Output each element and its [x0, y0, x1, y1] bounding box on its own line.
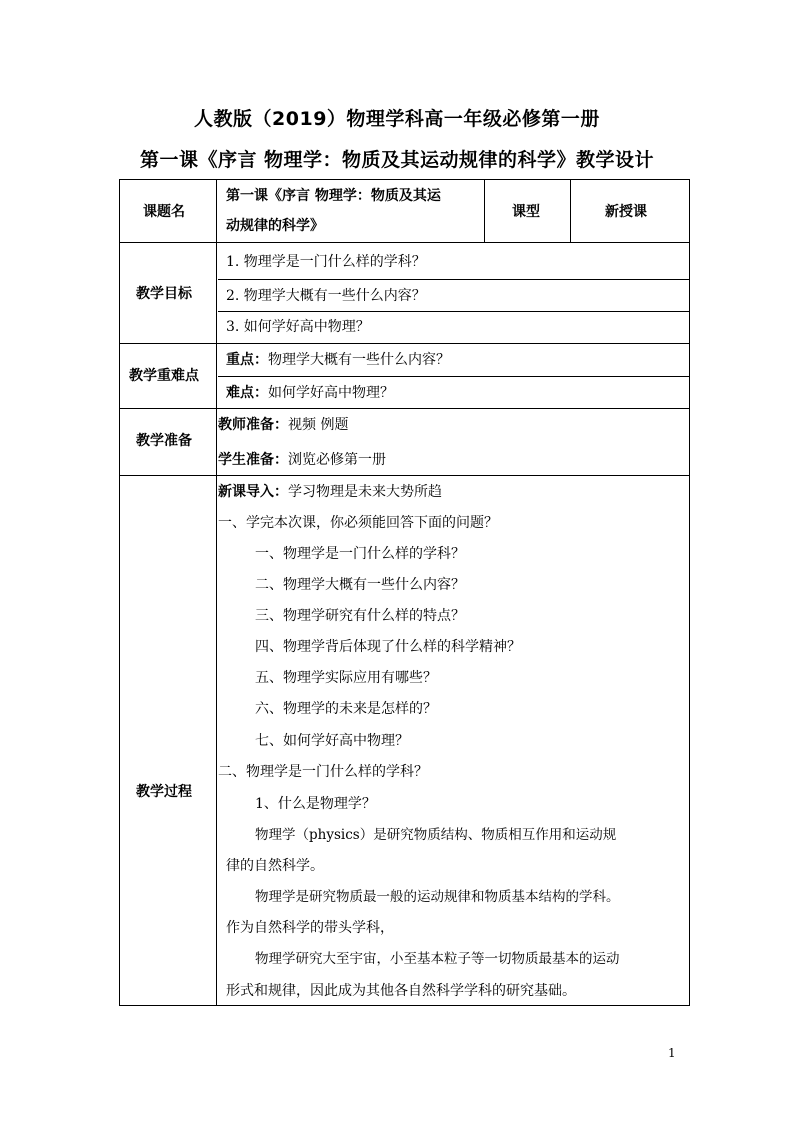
- label-preparation: 教学准备: [136, 433, 192, 449]
- process-line: 物理学研究大至宇宙，小至基本粒子等一切物质最基本的运动: [255, 951, 620, 967]
- student-prep-label: 学生准备：: [218, 452, 288, 468]
- process-line: 七、如何学好高中物理？: [255, 733, 409, 749]
- table-row-divider: [119, 475, 690, 476]
- process-line: 四、物理学背后体现了什么样的科学精神？: [255, 639, 521, 655]
- teacher-prep-label: 教师准备：: [218, 417, 288, 433]
- table-col-divider: [484, 179, 485, 243]
- key-point-text: 物理学大概有一些什么内容？: [268, 352, 450, 368]
- table-col-divider: [570, 179, 571, 243]
- label-lesson-type: 课型: [512, 204, 540, 220]
- topic-line-1: 第一课《序言 物理学：物质及其运: [226, 188, 441, 204]
- process-line: 六、物理学的未来是怎样的？: [255, 701, 437, 717]
- student-prep: [218, 451, 386, 469]
- goal-item-3: 3. 如何学好高中物理？: [226, 319, 370, 335]
- process-line: 一、学完本次课，你必须能回答下面的问题？: [218, 515, 498, 531]
- process-line: 律的自然科学。: [226, 858, 324, 874]
- table-row-divider: [119, 242, 690, 243]
- label-goals: 教学目标: [136, 286, 192, 302]
- table-subrow-divider: [218, 376, 690, 377]
- process-intro: [218, 483, 442, 501]
- table-border-bottom: [119, 1005, 690, 1006]
- table-border-top: [119, 179, 690, 180]
- table-row-divider: [119, 408, 690, 409]
- table-border-right: [689, 179, 690, 1006]
- process-line: 一、物理学是一门什么样的学科？: [255, 546, 465, 562]
- teacher-prep-text: 视频 例题: [288, 417, 349, 433]
- student-prep-text: 浏览必修第一册: [288, 452, 386, 468]
- label-process: 教学过程: [136, 784, 192, 800]
- process-line: 1、什么是物理学？: [255, 796, 376, 812]
- lesson-type-value: 新授课: [605, 204, 647, 220]
- page-number: 1: [668, 1046, 676, 1060]
- key-point-label: 重点：: [226, 352, 268, 368]
- process-line: 三、物理学研究有什么样的特点？: [255, 608, 465, 624]
- process-line: 五、物理学实际应用有哪些？: [255, 670, 437, 686]
- table-col-divider: [216, 179, 217, 1006]
- label-topic: 课题名: [143, 204, 185, 220]
- table-row-divider: [119, 343, 690, 344]
- process-intro-text: 学习物理是未来大势所趋: [288, 484, 442, 500]
- process-line: 二、物理学大概有一些什么内容？: [255, 577, 465, 593]
- table-subrow-divider: [218, 279, 690, 280]
- table-border-left: [119, 179, 120, 1006]
- lesson-title: 第一课《序言 物理学：物质及其运动规律的科学》教学设计: [139, 149, 655, 171]
- table-subrow-divider: [218, 311, 690, 312]
- label-keypoints: 教学重难点: [129, 368, 199, 384]
- process-line: 作为自然科学的带头学科，: [226, 920, 394, 936]
- difficult-point-label: 难点：: [226, 385, 268, 401]
- process-line: 物理学是研究物质最一般的运动规律和物质基本结构的学科。: [255, 889, 620, 905]
- key-point: [226, 351, 450, 369]
- process-line: 物理学（physics）是研究物质结构、物质相互作用和运动规: [255, 827, 617, 843]
- document-title: 人教版（2019）物理学科高一年级必修第一册: [194, 108, 600, 130]
- process-line: 二、物理学是一门什么样的学科？: [218, 764, 428, 780]
- process-line: 形式和规律，因此成为其他各自然科学学科的研究基础。: [226, 983, 576, 999]
- difficult-point: [226, 384, 394, 402]
- goal-item-2: 2. 物理学大概有一些什么内容？: [226, 288, 426, 304]
- difficult-point-text: 如何学好高中物理？: [268, 385, 394, 401]
- process-intro-label: 新课导入：: [218, 484, 288, 500]
- goal-item-1: 1. 物理学是一门什么样的学科？: [226, 254, 426, 270]
- teacher-prep: [218, 416, 348, 434]
- topic-line-2: 动规律的科学》: [226, 218, 324, 234]
